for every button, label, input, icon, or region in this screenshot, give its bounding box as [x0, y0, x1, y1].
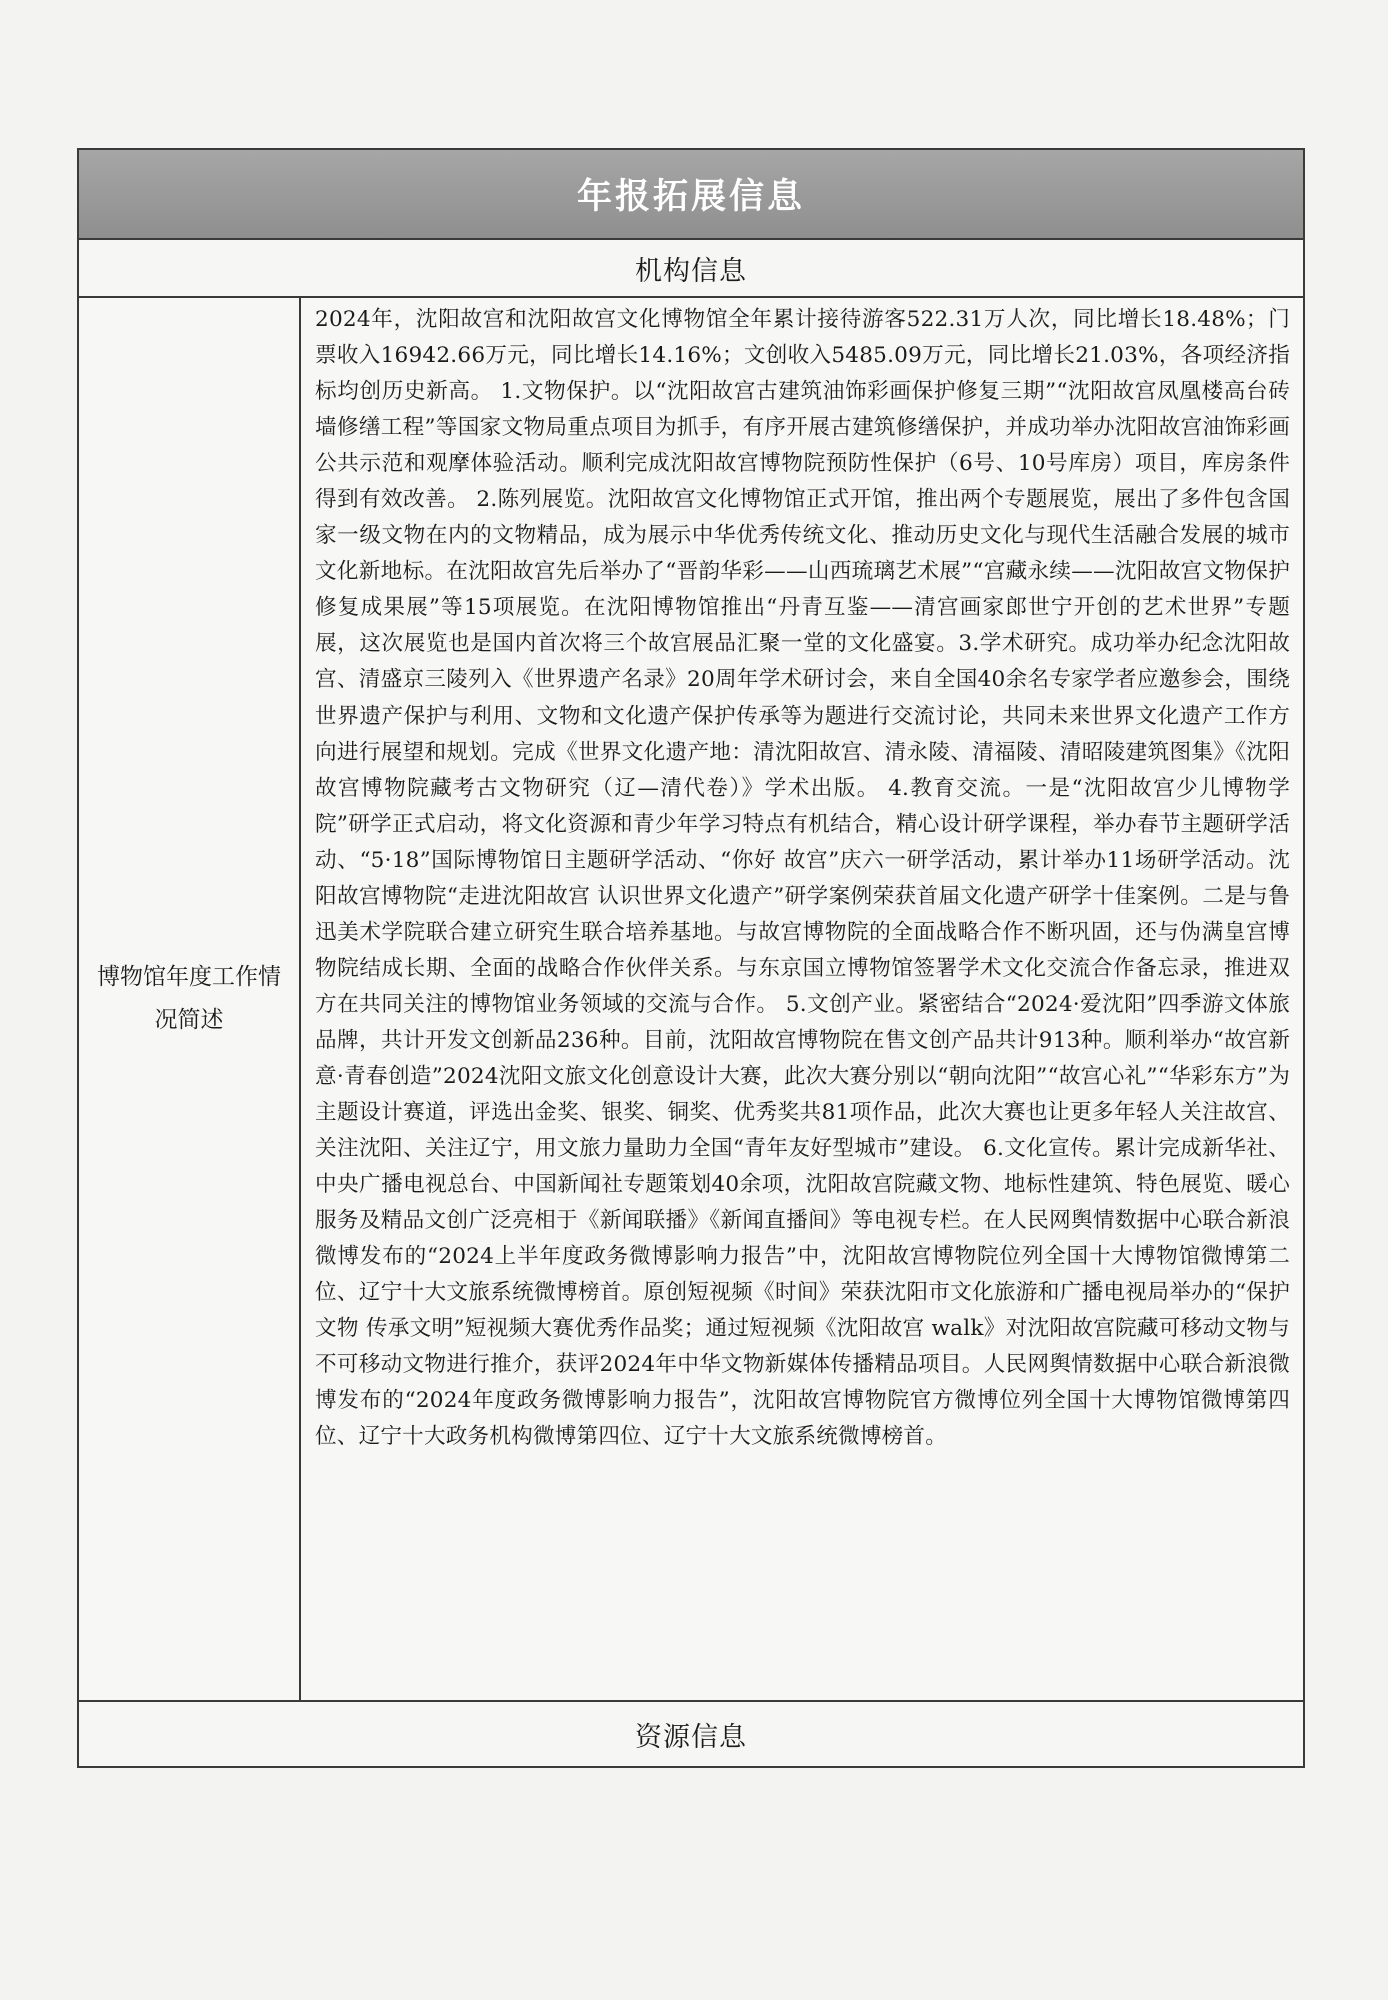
table-header [79, 150, 1303, 240]
section-title: 资源信息 [635, 1721, 747, 1753]
table-title: 年报拓展信息 [576, 177, 805, 217]
section-institution-info [79, 240, 1303, 298]
row-label-cell [79, 298, 301, 1700]
annual-report-table [77, 148, 1305, 1768]
row-content-cell [301, 298, 1303, 1700]
row-content: 2024年，沈阳故宫和沈阳故宫文化博物馆全年累计接待游客522.31万人次，同比增长18.48%；门票收入16942.66万元，同比增长14.16%；文创收入5485.09万元，同比增长21.03%，各项经济指标均创历史新高。 1.文物保护。以“沈阳故宫古建筑油饰彩画保护修复三期”“沈阳故宫凤凰楼高台砖墙修缮工程”等国家文物局重点项目为抓手，有序开展古建筑修缮保护，并成功举办沈阳故宫油饰彩画公共示范和观摩体验活动。顺利完成沈阳故宫博物院预防性保护（6号、10号库房）项目，库房条件得到有效改善。 2.陈列展览。沈阳故宫文化博物馆正式开馆，推出两个专题展览，展出了多件包含国家一级文物在内的文物精品，成为展示中华优秀传统文化、推动历史文化与现代生活融合发展的城市文化新地标。在沈阳故宫先后举办了“晋韵华彩——山西琉璃艺术展”“宫藏永续——沈阳故宫文物保护修复成果展”等15项展览。在沈阳博物馆推出“丹青互鉴——清宫画家郎世宁开创的艺术世界”专题展，这次展览也是国内首次将三个故宫展品汇聚一堂的文化盛宴。3.学术研究。成功举办纪念沈阳故宫、清盛京三陵列入《世界遗产名录》20周年学术研讨会，来自全国40余名专家学者应邀参会，围绕世界遗产保护与利用、文物和文化遗产保护传承等为题进行交流讨论，共同未来世界文化遗产工作方向进行展望和规划。完成《世界文化遗产地：清沈阳故宫、清永陵、清福陵、清昭陵建筑图集》《沈阳故宫博物院藏考古文物研究（辽—清代卷）》学术出版。 4.教育交流。一是“沈阳故宫少儿博物学院”研学正式启动，将文化资源和青少年学习特点有机结合，精心设计研学课程，举办春节主题研学活动、“5·18”国际博物馆日主题研学活动、“你好 故宫”庆六一研学活动，累计举办11场研学活动。沈阳故宫博物院“走进沈阳故宫 认识世界文化遗产”研学案例荣获首届文化遗产研学十佳案例。二是与鲁迅美术学院联合建立研究生联合培养基地。与故宫博物院的全面战略合作不断巩固，还与伪满皇宫博物院结成长期、全面的战略合作伙伴关系。与东京国立博物馆签署学术文化交流合作备忘录，推进双方在共同关注的博物馆业务领域的交流与合作。 5.文创产业。紧密结合“2024·爱沈阳”四季游文体旅品牌，共计开发文创新品236种。目前，沈阳故宫博物院在售文创产品共计913种。顺利举办“故宫新意·青春创造”2024沈阳文旅文化创意设计大赛，此次大赛分别以“朝向沈阳”“故宫心礼”“华彩东方”为主题设计赛道，评选出金奖、银奖、铜奖、优秀奖共81项作品，此次大赛也让更多年轻人关注故宫、关注沈阳、关注辽宁，用文旅力量助力全国“青年友好型城市”建设。 6.文化宣传。累计完成新华社、中央广播电视总台、中国新闻社专题策划40余项，沈阳故宫院藏文物、地标性建筑、特色展览、暖心服务及精品文创广泛亮相于《新闻联播》《新闻直播间》等电视专栏。在人民网舆情数据中心联合新浪微博发布的“2024上半年度政务微博影响力报告”中，沈阳故宫博物院位列全国十大博物馆微博第二位、辽宁十大文旅系统微博榜首。原创短视频《时间》荣获沈阳市文化旅游和广播电视局举办的“保护文物 传承文明”短视频大赛优秀作品奖；通过短视频《沈阳故宫 walk》对沈阳故宫院藏可移动文物与不可移动文物进行推介，获评2024年中华文物新媒体传播精品项目。人民网舆情数据中心联合新浪微博发布的“2024年度政务微博影响力报告”，沈阳故宫博物院官方微博位列全国十大博物馆微博第四位、辽宁十大政务机构微博第四位、辽宁十大文旅系统微博榜首。 [315, 307, 1290, 1450]
table-row [79, 298, 1303, 1702]
section-resource-info [79, 1702, 1303, 1766]
row-label: 博物馆年度工作情况简述 [97, 964, 281, 1033]
section-title: 机构信息 [635, 255, 747, 287]
